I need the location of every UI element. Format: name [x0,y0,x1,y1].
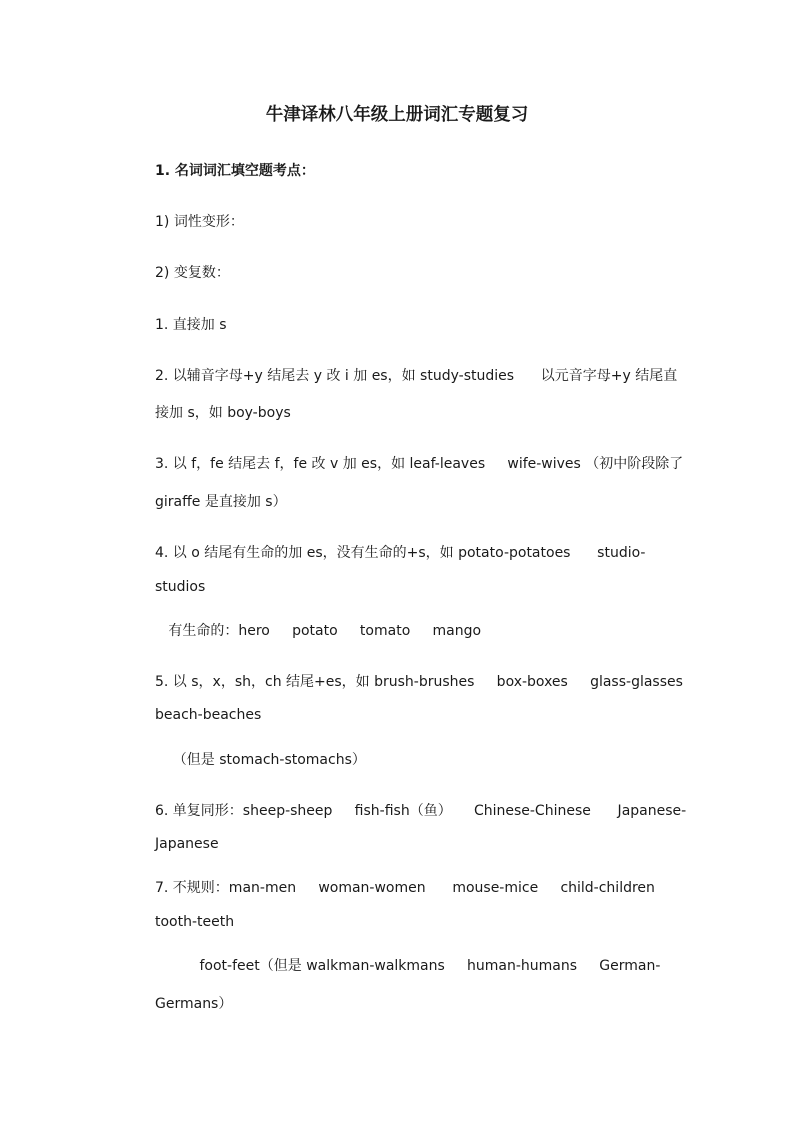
text-line: 2. 以辅音字母+y 结尾去 y 改 i 加 es，如 study-studies 以元音字母+y 结尾直 [155,368,678,384]
text-line: 有生命的：hero potato tomato mango [155,623,482,639]
document-title: 牛津译林八年级上册词汇专题复习 [265,105,529,125]
text-line: 3. 以 f，fe 结尾去 f，fe 改 v 加 es，如 leaf-leaves wife-wives （初中阶段除了 [155,456,684,472]
text-line: 2) 变复数： [155,265,230,281]
text-line: beach-beaches [155,707,262,723]
text-line: giraffe 是直接加 s） [155,494,287,510]
text-line: 1. 直接加 s [155,317,227,333]
text-line: 1) 词性变形： [155,214,244,230]
section-heading: 1. 名词词汇填空题考点： [155,163,315,179]
text-line: Germans） [155,996,233,1012]
text-line: tooth-teeth [155,914,235,930]
text-line: 5. 以 s，x，sh，ch 结尾+es，如 brush-brushes box-boxes glass-glasses [155,674,683,690]
text-line: foot-feet（但是 walkman-walkmans human-humans German- [155,958,661,974]
text-line: 6. 单复同形：sheep-sheep fish-fish（鱼） Chinese-Chinese Japanese- [155,803,687,819]
text-line: 7. 不规则：man-men woman-women mouse-mice child-children [155,880,655,896]
text-line: studios [155,579,206,595]
text-line: 接加 s，如 boy-boys [155,405,291,421]
text-line: 4. 以 o 结尾有生命的加 es，没有生命的+s，如 potato-potatoes studio- [155,545,646,561]
text-line: Japanese [155,836,219,852]
text-line: （但是 stomach-stomachs） [155,752,366,768]
